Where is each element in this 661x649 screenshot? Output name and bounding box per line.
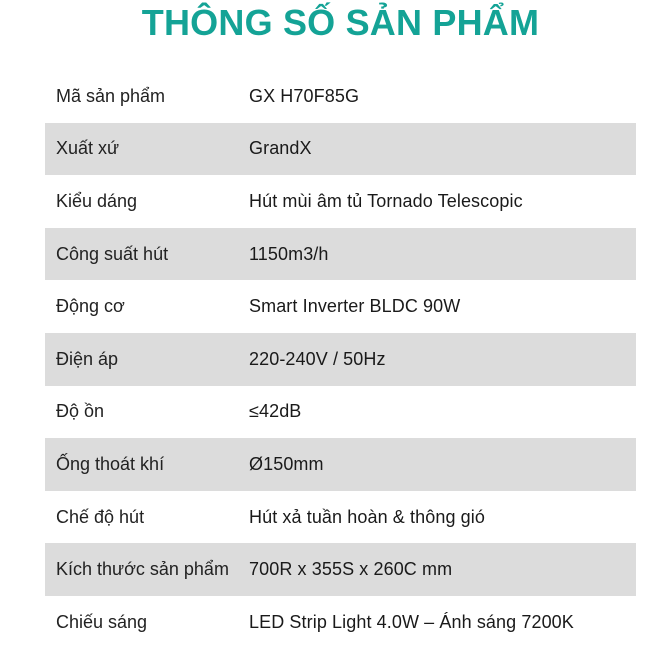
- spec-row-product-code: [45, 70, 636, 123]
- spec-label: Công suất hút: [56, 243, 169, 264]
- spec-row-suction-power: [45, 228, 636, 281]
- spec-value: 1150m3/h: [249, 243, 329, 264]
- spec-row-exhaust-pipe: [45, 438, 636, 491]
- spec-row-voltage: [45, 333, 636, 386]
- spec-value: 220-240V / 50Hz: [249, 348, 386, 369]
- spec-value: Smart Inverter BLDC 90W: [249, 296, 461, 317]
- spec-value: Hút mùi âm tủ Tornado Telescopic: [249, 190, 523, 211]
- spec-label: Điện áp: [56, 348, 119, 369]
- spec-label: Kích thước sản phẩm: [56, 559, 229, 580]
- spec-value: Ø150mm: [249, 453, 324, 474]
- spec-label: Mã sản phẩm: [56, 85, 166, 106]
- spec-label: Chiếu sáng: [56, 611, 148, 632]
- spec-table: [45, 70, 636, 649]
- spec-value: 700R x 355S x 260C mm: [249, 559, 453, 580]
- spec-value: Hút xả tuần hoàn & thông gió: [249, 506, 485, 527]
- spec-value: GX H70F85G: [249, 85, 360, 106]
- spec-row-motor: [45, 280, 636, 333]
- spec-row-origin: [45, 123, 636, 176]
- spec-row-dimensions: [45, 543, 636, 596]
- spec-row-style: [45, 175, 636, 228]
- spec-row-noise: [45, 386, 636, 439]
- spec-label: Chế độ hút: [56, 506, 145, 527]
- spec-value: LED Strip Light 4.0W – Ánh sáng 7200K: [249, 611, 574, 632]
- spec-label: Độ ồn: [56, 401, 105, 422]
- spec-row-lighting: [45, 596, 636, 649]
- spec-row-suction-mode: [45, 491, 636, 544]
- spec-label: Xuất xứ: [56, 138, 120, 159]
- page-title: THÔNG SỐ SẢN PHẨM: [141, 2, 540, 43]
- spec-label: Kiểu dáng: [56, 190, 138, 211]
- spec-value: GrandX: [249, 138, 312, 159]
- spec-label: Ống thoát khí: [56, 453, 165, 474]
- spec-value: ≤42dB: [249, 401, 302, 422]
- spec-label: Động cơ: [56, 296, 125, 317]
